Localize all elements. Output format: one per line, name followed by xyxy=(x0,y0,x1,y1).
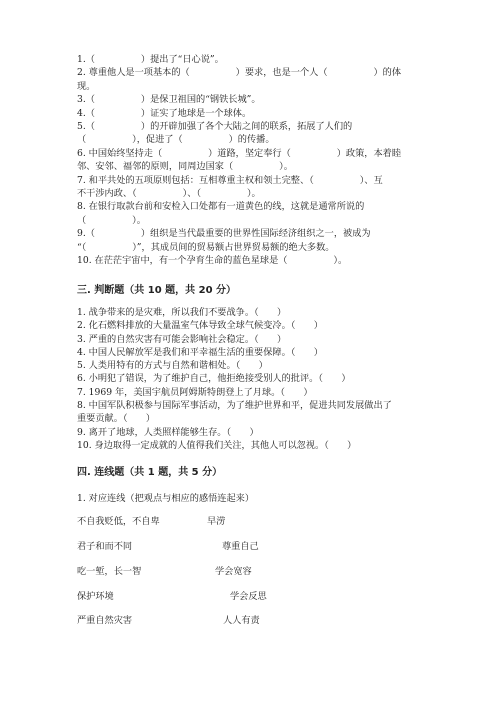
judge-line: 3. 严重的自然灾害有可能会影响社会稳定。（ ） xyxy=(77,333,287,345)
fill-line: 8. 在银行取款台前和安检入口处都有一道黄色的线，这就是通常所说的 xyxy=(77,201,365,213)
true-false-section xyxy=(77,306,427,452)
match-right-item: 尊重自己 xyxy=(222,541,259,552)
fill-line: 10. 在茫茫宇宙中，有一个孕育生命的蓝色星球是（ ）。 xyxy=(77,255,348,267)
judge-line: 9. 离开了地球，人类照样能够生存。（ ） xyxy=(77,426,259,438)
judge-line: 8. 中国军队积极参与国际军事活动，为了维护世界和平，促进共同发展做出了 xyxy=(77,400,392,412)
fill-line: 现。 xyxy=(77,80,96,92)
fill-line: 2. 尊重他人是一项基本的（ ）要求，也是一个人（ ）的体 xyxy=(77,67,402,79)
judge-line: 1. 战争带来的是灾难，所以我们不要战争。（ ） xyxy=(77,307,287,318)
match-right-item: 早涝 xyxy=(207,516,226,527)
fill-line: 9.（ ）组织是当代最重要的世界性国际经济组织之一，被成为 xyxy=(77,228,371,240)
judge-section-title: 三. 判断题（共 10 题，共 20 分） xyxy=(77,285,237,296)
fill-line: 3.（ ）是保卫祖国的“钢铁长城”。 xyxy=(77,94,261,106)
match-left-item: 保护环境 xyxy=(77,591,114,602)
match-right-item: 学会宽容 xyxy=(215,566,252,577)
fill-line: 7. 和平共处的五项原则包括：互相尊重主权和领土完整、（ ）、互 xyxy=(77,174,383,186)
matching-section-title: 四. 连线题（共 1 题，共 5 分） xyxy=(77,467,223,478)
match-left-item: 严重自然灾害 xyxy=(77,615,133,626)
fill-line: 1.（ ）提出了“日心说”。 xyxy=(77,54,224,65)
fill-line: 5.（ ）的开辟加强了各个大陆之间的联系，拓展了人们的 xyxy=(77,121,353,133)
fill-line: 4.（ ）证实了地球是一个球体。 xyxy=(77,107,252,119)
match-left-item: 不自我贬低，不自卑 xyxy=(77,516,160,527)
judge-line: 6. 小明犯了错误，为了维护自己，他拒绝接受别人的批评。（ ） xyxy=(77,373,351,385)
fill-line: （ ），促进了（ ）的传播。 xyxy=(77,134,275,146)
fill-line: 邻、安邻、福邻的原则，同周边国家（ ）。 xyxy=(77,161,293,173)
fill-line: 不干涉内政、（ ）、（ ）。 xyxy=(77,188,261,200)
match-right-item: 人人有责 xyxy=(223,615,260,626)
matching-question: 1. 对应连线（把观点与相应的感悟连起来） xyxy=(77,493,255,504)
judge-line: 2. 化石燃料排放的大量温室气体导致全球气候变冷。（ ） xyxy=(77,320,323,332)
fill-line: （ ）。 xyxy=(77,214,146,226)
match-left-item: 吃一堑，长一智 xyxy=(77,566,142,577)
judge-line: 7. 1969 年，美国宇航员阿姆斯特朗登上了月球。（ ） xyxy=(77,386,313,398)
judge-line: 5. 人类用特有的方式与自然和谐相处。（ ） xyxy=(77,360,268,372)
fill-line: 6. 中国始终坚持走（ ）道路，坚定奉行（ ）政策，本着睦 xyxy=(77,147,402,159)
match-left-item: 君子和而不同 xyxy=(77,541,133,552)
match-right-item: 学会反思 xyxy=(230,591,267,602)
fill-line: “（ ）”，其成员间的贸易额占世界贸易额的绝大多数。 xyxy=(77,241,335,253)
judge-line: 重要贡献。（ ） xyxy=(77,413,156,425)
judge-line: 10. 身边取得一定成就的人值得我们关注，其他人可以忽视。（ ） xyxy=(77,439,357,451)
judge-line: 4. 中国人民解放军是我们和平幸福生活的重要保障。（ ） xyxy=(77,346,323,358)
fill-in-blank-section xyxy=(77,53,427,268)
